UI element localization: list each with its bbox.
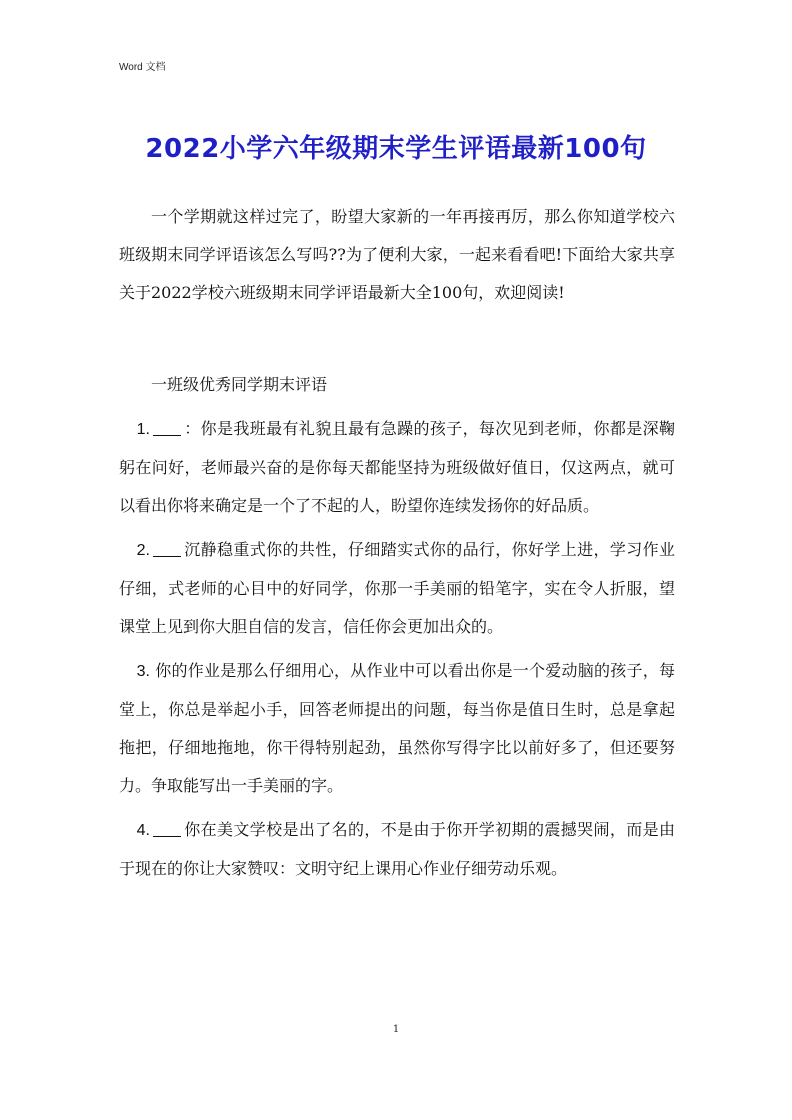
section-heading: 一班级优秀同学期末评语 [151,375,328,394]
name-blank [153,419,181,436]
comment-item [119,531,675,646]
item-text: 你在美文学校是出了名的，不是由于你开学初期的震撼哭闹，而是由于现在的你让大家赞叹：文明守纪上课用心作业仔细劳动乐观。 [119,820,675,878]
item-number: 3. [136,663,150,680]
item-number: 2. [136,542,150,559]
comment-item [119,811,675,888]
comment-item [119,410,675,525]
comment-item [119,652,675,805]
name-blank [153,540,181,557]
item-text: 沉静稳重式你的共性，仔细踏实式你的品行，你好学上进，学习作业仔细，式老师的心目中的好同学，你那一手美丽的铅笔字，实在令人折服，望课堂上见到你大胆自信的发言，信任你会更加出众的。 [119,540,675,636]
item-text: 你的作业是那么仔细用心，从作业中可以看出你是一个爱动脑的孩子，每堂上，你总是举起小手，回答老师提出的问题，每当你是值日生时，总是拿起拖把，仔细地拖地，你干得特别起劲，虽然你写得字比以前好多了，但还要努力。争取能写出一手美丽的字。 [119,661,675,795]
document-header-label: Word 文档 [119,62,166,73]
item-number: 1. [136,421,150,438]
document-body [119,198,675,894]
document-title: 2022小学六年级期末学生评语最新100句 [145,134,647,164]
intro-paragraph: 一个学期就这样过完了，盼望大家新的一年再接再厉，那么你知道学校六班级期末同学评语该怎么写吗??为了便利大家，一起来看看吧!下面给大家共享关于2022学校六班级期末同学评语最新大全100句，欢迎阅读! [119,207,675,302]
item-text: ：你是我班最有礼貌且最有急躁的孩子，每次见到老师，你都是深鞠躬在问好，老师最兴奋的是你每天都能坚持为班级做好值日，仅这两点，就可以看出你将来确定是一个了不起的人，盼望你连续发扬你的好品质。 [119,419,675,515]
page-number: 1 [392,1024,400,1035]
name-blank [153,820,181,837]
item-number: 4. [136,822,150,839]
